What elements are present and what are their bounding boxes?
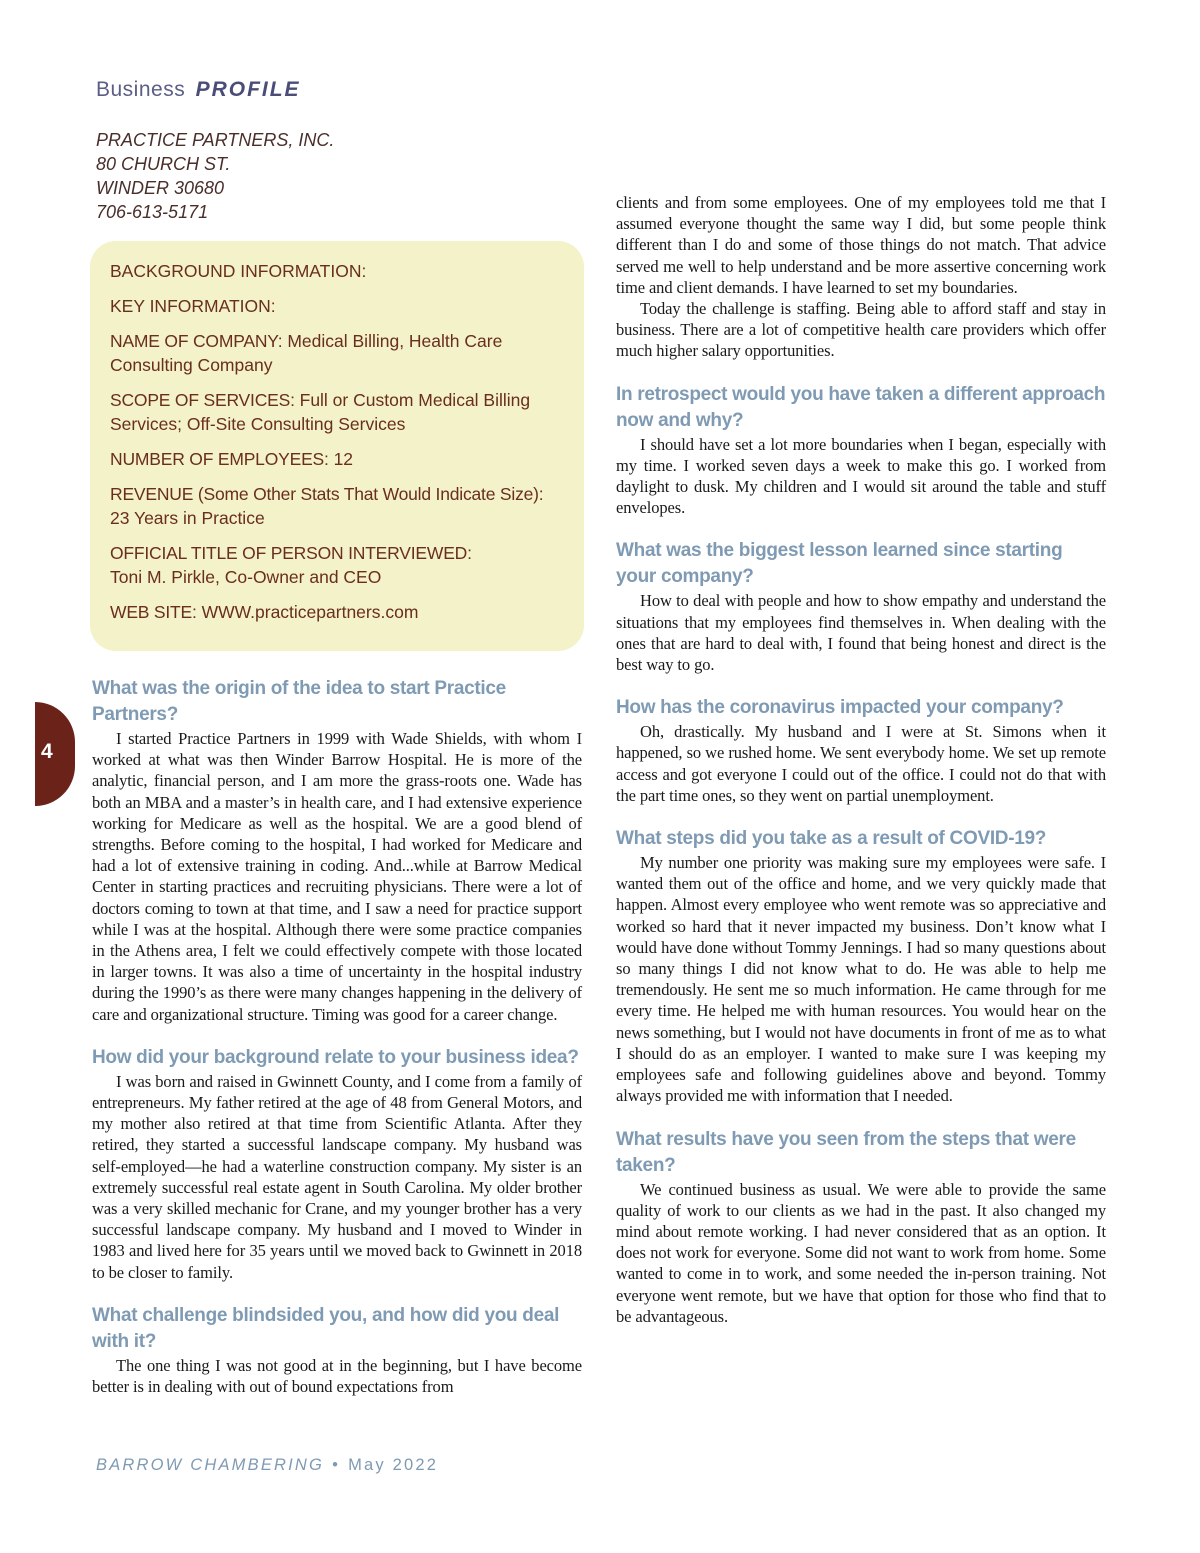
scope-label: SCOPE OF SERVICES:: [110, 390, 295, 410]
answer-coronavirus: Oh, drastically. My husband and I were at St. Simons when it happened, so we rushed home. We sent everybody home. We set up remote access and got everyone I could out of the office. I could not do that with the part time ones, so they went on partial unemployment.: [616, 722, 1106, 805]
revenue-label: REVENUE (Some Other Stats That Would Indicate Size):: [110, 484, 544, 504]
article-column-right: [616, 192, 1106, 1327]
revenue-info: [110, 482, 566, 530]
question-covid-steps: What steps did you take as a result of COVID-19?: [616, 828, 1047, 850]
key-information-box: [90, 241, 584, 651]
answer-results: We continued business as usual. We were able to provide the same quality of work to our clients as we had in the past. It also changed my mind about remote working. I had never considered that as an option. It does not work for everyone. Some did not want to work from home. Some wanted to come in to work, and some needed the in-person training. Not everyone went remote, but we have that option for those who find that to be advantageous.: [616, 1179, 1106, 1326]
question-coronavirus: How has the coronavirus impacted your company?: [616, 697, 1064, 719]
web-label: WEB SITE:: [110, 602, 197, 622]
answer-lesson: How to deal with people and how to show empathy and understand the situations that my employees find themselves in. When dealing with the ones that are hard to deal with, I found that being honest and direct is the best way to go.: [616, 591, 1106, 675]
background-heading: BACKGROUND INFORMATION:: [110, 261, 367, 281]
page-footer: [96, 1456, 438, 1475]
key-heading: KEY INFORMATION:: [110, 296, 276, 316]
answer-challenge-start: The one thing I was not good at in the beginning, but I have become better is in dealing with out of bound expectations from: [92, 1355, 582, 1397]
company-phone: 706-613-5171: [96, 202, 209, 222]
section-label: Business: [96, 78, 186, 101]
website-info: [110, 600, 566, 624]
question-challenge: What challenge blindsided you, and how did you deal with it?: [92, 1304, 560, 1352]
web-value: WWW.practicepartners.com: [201, 602, 419, 622]
answer-background: I was born and raised in Gwinnett County, and I come from a family of entrepreneurs. My father retired at the age of 48 from General Motors, and my mother also retired at that time from Scientific Atlanta. After they retired, they started a successful landscape company. My husband was self-employed—he had a waterline construction company. My sister is an extremely successful real estate agent in South Carolina. My older brother was a very skilled mechanic for Crane, and my younger brother has a very successful landscape company. My husband and I moved to Winder in 1983 and lived here for 35 years until we moved back to Gwinnett in 2018 to be closer to family.: [92, 1071, 582, 1282]
question-origin: What was the origin of the idea to start Practice Partners?: [92, 678, 506, 725]
title-value: Toni M. Pirkle, Co-Owner and CEO: [110, 567, 382, 587]
company-city: WINDER 30680: [96, 178, 225, 198]
company-name: PRACTICE PARTNERS, INC.: [96, 130, 335, 150]
employees-value: 12: [333, 449, 354, 469]
page-number: 4: [41, 740, 53, 763]
company-street: 80 CHURCH ST.: [96, 154, 231, 174]
scope-value: Full or Custom Medical Billing Services; Off-Site Consulting Services: [110, 390, 531, 434]
question-results: What results have you seen from the steps that were taken?: [616, 1128, 1076, 1176]
scope-info: [110, 388, 566, 436]
section-header: [96, 78, 301, 102]
article-column-left: [92, 676, 582, 1397]
revenue-value: 23 Years in Practice: [110, 508, 265, 528]
company-name-info: [110, 329, 566, 377]
name-label: NAME OF COMPANY:: [110, 331, 283, 351]
answer-origin: I started Practice Partners in 1999 with Wade Shields, with whom I worked at what was then Winder Barrow Hospital. He is more of the analytic, financial person, and I am more the grass-roots one. Wade has both an MBA and a master’s in health care, and I had extensive experience working for Medicare as well as the hospital. We are a good blend of strengths. Before coming to the hospital, I had worked for Medicare and had a lot of extensive training in coding. And...while at Barrow Medical Center in starting practices and recruiting physicians. There were a lot of doctors coming to town at that time, and I saw a need for practice support while I was at the hospital. Although there were some practice companies in the Athens area, I felt we could effectively compete with those located in larger towns. It was also a time of uncertainty in the hospital industry during the 1990’s as there were many changes happening in the delivery of care and organizational structure. Timing was good for a career change.: [92, 729, 582, 1024]
issue-date: May 2022: [348, 1456, 439, 1474]
question-background: How did your background relate to your business idea?: [92, 1046, 579, 1068]
title-label: OFFICIAL TITLE OF PERSON INTERVIEWED:: [110, 543, 472, 563]
answer-retrospect: I should have set a lot more boundaries when I began, especially with my time. I worked seven days a week to make this go. I worked from daylight to dusk. My children and I would sit around the table and stuff envelopes.: [616, 434, 1106, 518]
question-lesson: What was the biggest lesson learned since starting your company?: [616, 540, 1063, 588]
answer-covid-steps: My number one priority was making sure my employees were safe. I wanted them out of the office and home, and we very quickly made that happen. Almost every employee who went remote was so appreciative and worked so hard that it never impacted my business. Don’t know what I would have done without Tommy Jennings. I had so many questions about so many things I did not know what to do. He was able to help me tremendously. He sent me so much information. He came through for me every time. He helped me with human resources. You would hear on the news something, but I would not have documents in front of me as to what I should do as an employer. I wanted to make sure I was keeping my employees safe and following guidelines above and beyond. Tommy always provided me with information that I needed.: [616, 853, 1106, 1106]
employees-info: [110, 447, 566, 471]
name-value: Medical Billing, Health Care Consulting Company: [110, 331, 503, 375]
answer-challenge-continued: clients and from some employees. One of my employees told me that I assumed everyone thought the same way I did, but some people think different than I do and some of those things do not match. That advice served me well to help understand and be more assertive concerning work time and client demands. I have learned to set my boundaries.: [616, 193, 1106, 297]
publication-name: BARROW CHAMBERING: [96, 1456, 325, 1474]
employees-label: NUMBER OF EMPLOYEES:: [110, 449, 329, 469]
company-address: [96, 128, 334, 224]
section-kind: PROFILE: [195, 78, 301, 101]
question-retrospect: In retrospect would you have taken a different approach now and why?: [616, 383, 1106, 431]
page-number-tab: [35, 702, 75, 806]
answer-challenge-staffing: Today the challenge is staffing. Being able to afford staff and stay in business. There are a lot of competitive health care providers which offer much higher salary opportunities.: [616, 299, 1106, 361]
title-info: [110, 541, 566, 589]
footer-bullet: •: [332, 1456, 341, 1474]
